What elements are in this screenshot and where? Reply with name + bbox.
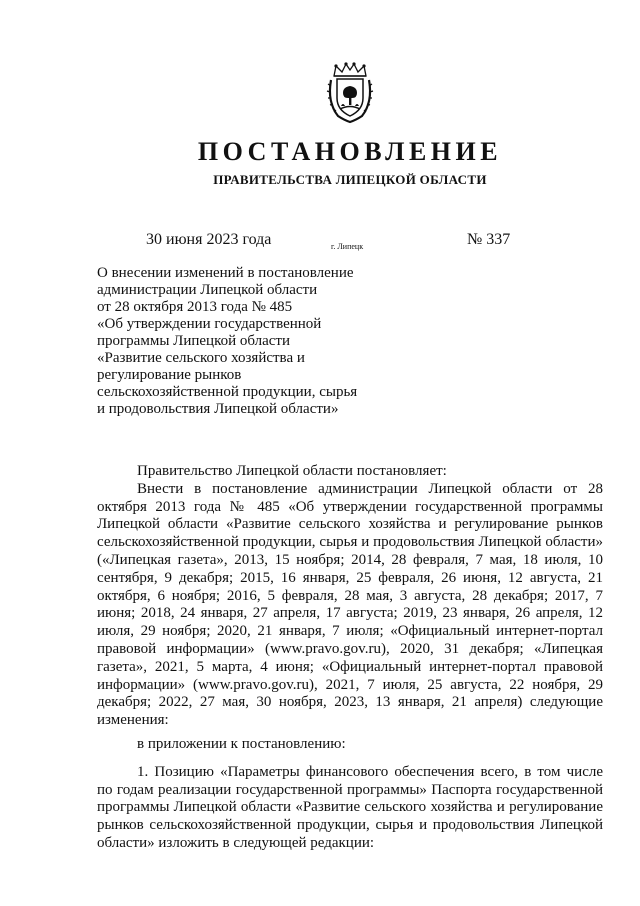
appendix-intro: в приложении к постановлению: (137, 735, 346, 752)
document-number: № 337 (467, 231, 511, 248)
issuing-authority: ПРАВИТЕЛЬСТВА ЛИПЕЦКОЙ ОБЛАСТИ (213, 172, 487, 187)
subject-line: программы Липецкой области (97, 333, 291, 349)
subject-line: администрации Липецкой области (97, 282, 318, 298)
document-body (97, 463, 603, 853)
subject-line: сельскохозяйственной продукции, сырья (97, 384, 358, 400)
subject-line: «Развитие сельского хозяйства и (97, 350, 305, 366)
document-city: г. Липецк (331, 242, 364, 251)
document-date: 30 июня 2023 года (146, 231, 272, 248)
subject-line: от 28 октября 2013 года № 485 (97, 299, 293, 315)
subject-line: регулирование рынков (97, 367, 242, 383)
coat-of-arms-icon (324, 62, 376, 124)
subject-line: «Об утверждении государственной (97, 316, 322, 332)
main-paragraph: Внести в постановление администрации Липецкой области от 28 октября 2013 года № 485 «Об утверждении государственной программы Липецкой области «Развитие сельского хозяйства и регулирование рынков сельскохозяйственной продукции, сырья и продовольствия Липецкой области» («Липецкая газета», 2013, 15 ноября; 2014, 28 февраля, 7 мая, 18 июля, 10 сентября, 9 декабря; 2015, 16 января, 25 февраля, 26 июня, 12 августа, 21 октября, 6 ноября; 2016, 5 февраля, 28 мая, 3 августа, 28 декабря; 2017, 7 июня; 2018, 24 января, 27 апреля, 17 августа; 2019, 23 января, 26 апреля, 12 июля, 29 ноября; 2020, 21 января, 7 июля; «Официальный интернет-портал правовой информации» (www.pravo.gov.ru), 2020, 31 декабря; «Липецкая газета», 2021, 5 марта, 4 июня; «Официальный интернет-портал правовой информации» (www.pravo.gov.ru), 2021, 7 июля, 25 августа, 22 ноября, 29 декабря; 2022, 27 мая, 30 ноября, 2023, 13 января, 21 апреля) следующие изменения: (97, 480, 603, 729)
item-1-paragraph: 1. Позицию «Параметры финансового обеспечения всего, в том числе по годам реализации государственной программы» Паспорта государственной программы Липецкой области «Развитие сельского хозяйства и регулирование рынков сельскохозяйственной продукции, сырья и продовольствия Липецкой области» изложить в следующей редакции: (97, 763, 603, 851)
subject-line: О внесении изменений в постановление (97, 265, 354, 281)
coat-of-arms-graphic (324, 62, 376, 124)
document-subject (97, 265, 427, 418)
document-title: ПОСТАНОВЛЕНИЕ (197, 137, 503, 166)
resolution-statement: Правительство Липецкой области постановляет: (137, 463, 447, 479)
subject-line: и продовольствия Липецкой области» (97, 401, 339, 417)
